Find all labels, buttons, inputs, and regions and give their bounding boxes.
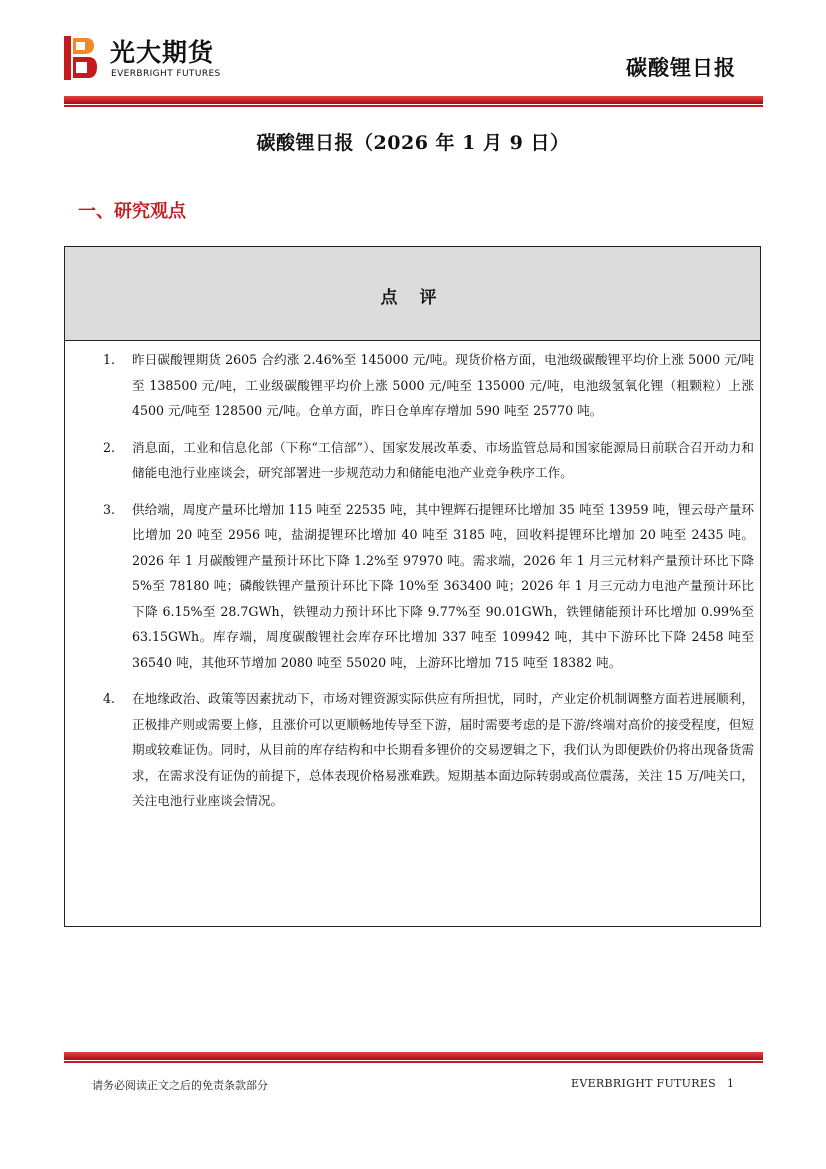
document-title: 碳酸锂日报（2026 年 1 月 9 日） [256,132,570,154]
everbright-logo-icon [64,36,98,80]
report-header-title: 碳酸锂日报 [626,56,736,80]
point-text: 昨日碳酸锂期货 2605 合约涨 2.46%至 145000 元/吨。现货价格方面，电池级碳酸锂平均价上涨 5000 元/吨至 138500 元/吨，工业级碳酸锂平均价上涨 5000 元/吨至 135000 元/吨，电池级氢氧化锂（粗颗粒）上涨 4500 元/吨至 128500 元/吨。仓单方面，昨日仓单库存增加 590 吨至 25770 吨。 [132,352,754,418]
footer-divider-thin [64,1061,763,1063]
point-number: 3. [103,501,116,517]
point-number: 2. [103,439,116,455]
commentary-box-heading: 点 评 [380,288,445,308]
page-number: 1 [727,1077,734,1090]
section-heading: 一、研究观点 [78,201,186,222]
point-text: 消息面，工业和信息化部（下称“工信部”）、国家发展改革委、市场监管总局和国家能源局日前联合召开动力和储能电池行业座谈会，研究部署进一步规范动力和储能电池产业竞争秩序工作。 [132,439,754,480]
commentary-list [65,347,760,825]
header-divider-thin [64,105,763,107]
footer-disclaimer: 请务必阅读正文之后的免责条款部分 [92,1079,268,1092]
point-number: 1. [103,352,116,367]
point-number: 4. [103,691,116,706]
commentary-point [65,435,760,486]
commentary-box [64,246,761,927]
commentary-point [65,347,760,424]
point-text: 供给端，周度产量环比增加 115 吨至 22535 吨，其中锂辉石提锂环比增加 35 吨至 13959 吨，锂云母产量环比增加 20 吨至 2956 吨，盐湖提锂环比增加 40 吨至 3185 吨，回收料提锂环比增加 20 吨至 2435 吨。2026 年 1 月碳酸锂产量预计环比下降 1.2%至 97970 吨。需求端，2026 年 1 月三元材料产量预计环比下降 5%至 78180 吨；磷酸铁锂产量预计环比下降 10%至 363400 吨；2026 年 1 月三元动力电池产量预计环比下降 6.15%至 28.7GWh，铁锂动力预计环比下降 9.77%至 90.01GWh，铁锂储能预计环比增加 0.99%至 63.15GWh。库存端，周度碳酸锂社会库存环比增加 337 吨至 109942 吨，其中下游环比下降 2458 吨至 36540 吨，其他环节增加 2080 吨至 55020 吨，上游环比增加 715 吨至 18382 吨。 [132,501,754,670]
footer-company [571,1077,716,1090]
commentary-point [65,686,760,814]
point-text: 在地缘政治、政策等因素扰动下，市场对锂资源实际供应有所担忧，同时，产业定价机制调整方面若进展顺利，正极排产则或需要上修，且涨价可以更顺畅地传导至下游，届时需要考虑的是下游/终端对高价的接受程度，但短期或较难证伪。同时，从目前的库存结构和中长期看多锂价的交易逻辑之下，我们认为即便跌价仍将出现备货需求，在需求没有证伪的前提下，总体表现价格易涨难跌。短期基本面边际转弱或高位震荡，关注 15 万/吨关口，关注电池行业座谈会情况。 [132,691,754,808]
footer-company-name: EVERBRIGHT FUTURES [571,1077,716,1090]
commentary-point [65,497,760,676]
logo-chinese-name: 光大期货 [110,38,215,67]
footer-divider [64,1052,763,1060]
company-logo [64,36,264,86]
logo-english-name: EVERBRIGHT FUTURES [111,69,221,79]
header-divider [64,96,763,104]
commentary-box-header [65,247,760,341]
